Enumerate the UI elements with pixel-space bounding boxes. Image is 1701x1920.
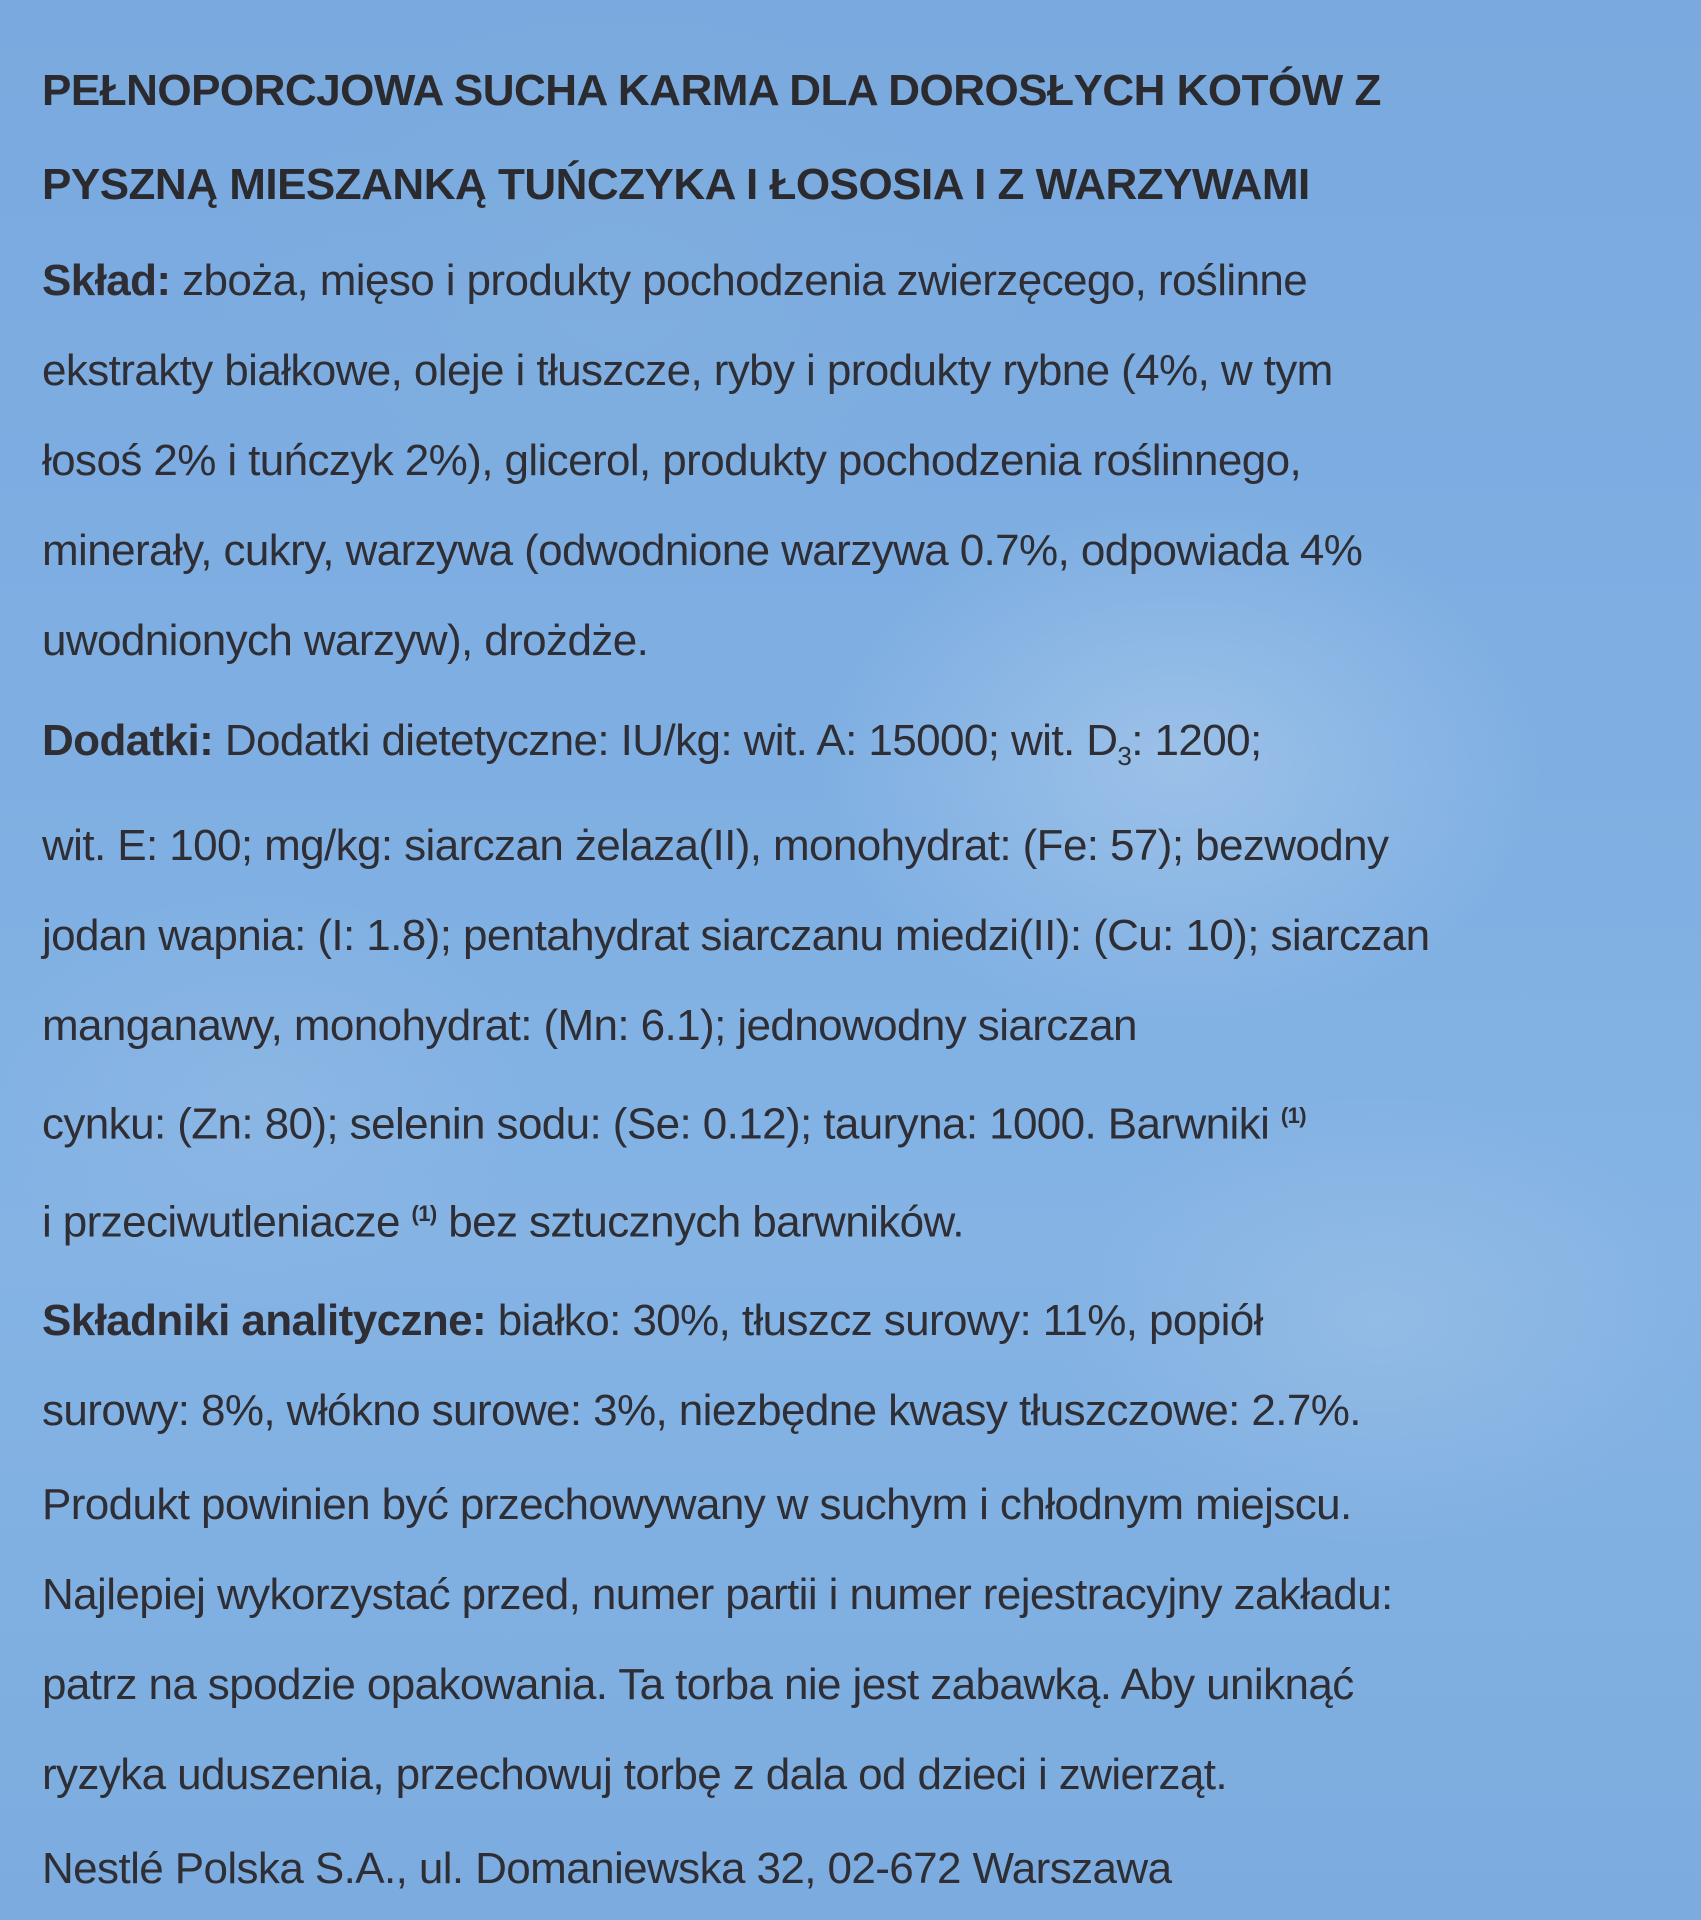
- additives-line-5: [42, 1071, 1671, 1170]
- analytical-label: Składniki analityczne:: [42, 1296, 487, 1346]
- manufacturer-address: [42, 1824, 1671, 1914]
- additives-text-5: cynku: (Zn: 80); selenin sodu: (Se: 0.12); tauryna: 1000. Barwniki: [42, 1099, 1281, 1149]
- additives-text-1b: : 1200;: [1131, 716, 1262, 765]
- additives-text-1a: Dodatki dietetyczne: IU/kg: wit. A: 15000; wit. D: [213, 716, 1118, 765]
- composition-line-4: minerały, cukry, warzywa (odwodnione warzywa 0.7%, odpowiada 4%: [42, 526, 1363, 575]
- composition-line-1: [42, 236, 1671, 326]
- additives-section: [42, 696, 1671, 1268]
- composition-section: [42, 236, 1671, 686]
- analytical-section: [42, 1276, 1671, 1456]
- storage-line-3: patrz na spodzie opakowania. Ta torba nie jest zabawką. Aby uniknąć: [42, 1660, 1354, 1710]
- composition-text-1: zboża, mięso i produkty pochodzenia zwierzęcego, roślinne: [170, 256, 1308, 305]
- analytical-line-1: [42, 1276, 1671, 1366]
- additives-line-6: [42, 1169, 1671, 1268]
- additives-line-3: jodan wapnia: (I: 1.8); pentahydrat siarczanu miedzi(II): (Cu: 10); siarczan: [42, 910, 1430, 960]
- composition-label: Skład:: [42, 256, 171, 305]
- analytical-text-1: białko: 30%, tłuszcz surowy: 11%, popiół: [486, 1296, 1263, 1346]
- footnote-marker: (1): [411, 1201, 437, 1227]
- address-line-1: Nestlé Polska S.A., ul. Domaniewska 32, 02-672 Warszawa: [42, 1844, 1172, 1894]
- composition-line-5: uwodnionych warzyw), drożdże.: [42, 616, 649, 665]
- composition-line-2: ekstrakty białkowe, oleje i tłuszcze, ryby i produkty rybne (4%, w tym: [42, 346, 1333, 395]
- footnote-marker: (1): [1280, 1102, 1306, 1128]
- additives-line-2: wit. E: 100; mg/kg: siarczan żelaza(II), monohydrat: (Fe: 57); bezwodny: [42, 820, 1389, 870]
- vitamin-d-subscript: 3: [1117, 740, 1132, 771]
- storage-line-1: Produkt powinien być przechowywany w suchym i chłodnym miejscu.: [42, 1480, 1352, 1530]
- additives-text-6a: i przeciwutleniacze: [42, 1198, 412, 1248]
- additives-line-4: manganawy, monohydrat: (Mn: 6.1); jednowodny siarczan: [42, 1000, 1137, 1050]
- storage-line-4: ryzyka uduszenia, przechowuj torbę z dala od dzieci i zwierząt.: [42, 1750, 1228, 1800]
- additives-label: Dodatki:: [42, 716, 214, 765]
- analytical-line-2: surowy: 8%, włókno surowe: 3%, niezbędne kwasy tłuszczowe: 2.7%.: [42, 1386, 1361, 1436]
- heading-line-2: PYSZNĄ MIESZANKĄ TUŃCZYKA I ŁOSOSIA I Z WARZYWAMI: [42, 160, 1310, 209]
- storage-line-2: Najlepiej wykorzystać przed, numer partii i numer rejestracyjny zakładu:: [42, 1570, 1393, 1620]
- heading-line-1: PEŁNOPORCJOWA SUCHA KARMA DLA DOROSŁYCH KOTÓW Z: [42, 66, 1381, 115]
- composition-line-3: łosoś 2% i tuńczyk 2%), glicerol, produkty pochodzenia roślinnego,: [42, 436, 1302, 485]
- additives-text-6b: bez sztucznych barwników.: [436, 1198, 964, 1248]
- product-heading: [42, 44, 1671, 232]
- additives-line-1: [42, 696, 1671, 801]
- storage-section: [42, 1460, 1671, 1820]
